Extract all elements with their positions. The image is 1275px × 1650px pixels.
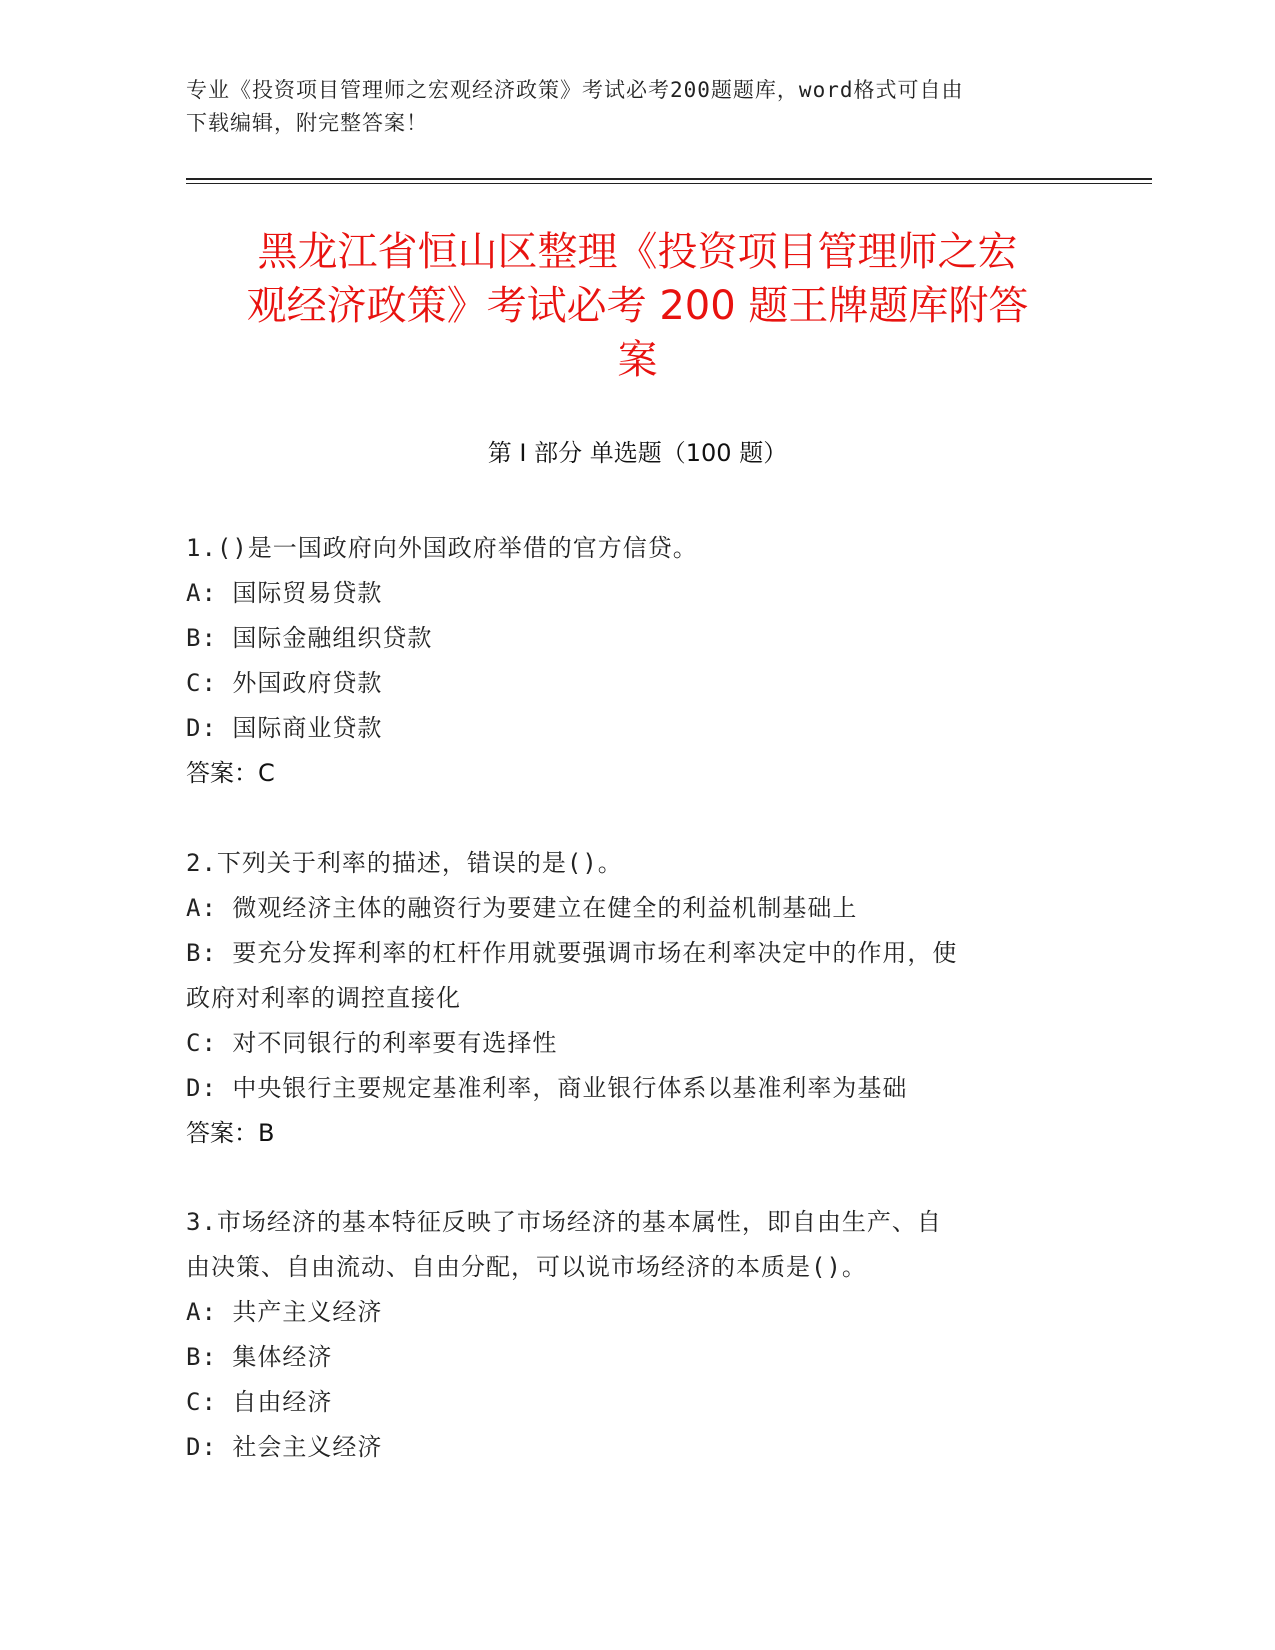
option-b-continued: 政府对利率的调控直接化 (186, 984, 461, 1012)
option-c: C: 外国政府贷款 (186, 669, 383, 697)
option-a: A: 微观经济主体的融资行为要建立在健全的利益机制基础上 (186, 894, 858, 922)
option-b: B: 要充分发挥利率的杠杆作用就要强调市场在利率决定中的作用，使 (186, 939, 958, 967)
option-d: D: 国际商业贷款 (186, 714, 383, 742)
option-b: B: 集体经济 (186, 1343, 333, 1371)
question-1 (186, 526, 1089, 796)
header-divider (186, 178, 1152, 180)
header-note (186, 74, 1086, 140)
title-line: 案 (617, 337, 658, 383)
header-note-line: 下载编辑，附完整答案！ (186, 111, 428, 135)
document-title (186, 225, 1089, 387)
question-3 (186, 1200, 1089, 1470)
option-a: A: 共产主义经济 (186, 1298, 383, 1326)
title-line: 黑龙江省恒山区整理《投资项目管理师之宏 (257, 229, 1018, 275)
title-line: 观经济政策》考试必考 200 题王牌题库附答 (246, 283, 1029, 329)
question-stem: 2.下列关于利率的描述，错误的是()。 (186, 849, 623, 877)
section-title: 第 I 部分 单选题（100 题） (487, 439, 788, 467)
option-c: C: 对不同银行的利率要有选择性 (186, 1029, 558, 1057)
answer: 答案：B (186, 1119, 275, 1147)
question-stem-continued: 由决策、自由流动、自由分配，可以说市场经济的本质是()。 (186, 1253, 867, 1281)
option-c: C: 自由经济 (186, 1388, 333, 1416)
option-d: D: 中央银行主要规定基准利率，商业银行体系以基准利率为基础 (186, 1074, 908, 1102)
header-divider (186, 183, 1152, 184)
question-stem: 3.市场经济的基本特征反映了市场经济的基本属性，即自由生产、自 (186, 1208, 942, 1236)
question-2 (186, 841, 1089, 1156)
header-note-line: 专业《投资项目管理师之宏观经济政策》考试必考200题题库，word格式可自由 (186, 78, 964, 102)
option-b: B: 国际金融组织贷款 (186, 624, 433, 652)
option-a: A: 国际贸易贷款 (186, 579, 383, 607)
answer: 答案：C (186, 759, 275, 787)
question-stem: 1.()是一国政府向外国政府举借的官方信贷。 (186, 534, 698, 562)
option-d: D: 社会主义经济 (186, 1433, 383, 1461)
